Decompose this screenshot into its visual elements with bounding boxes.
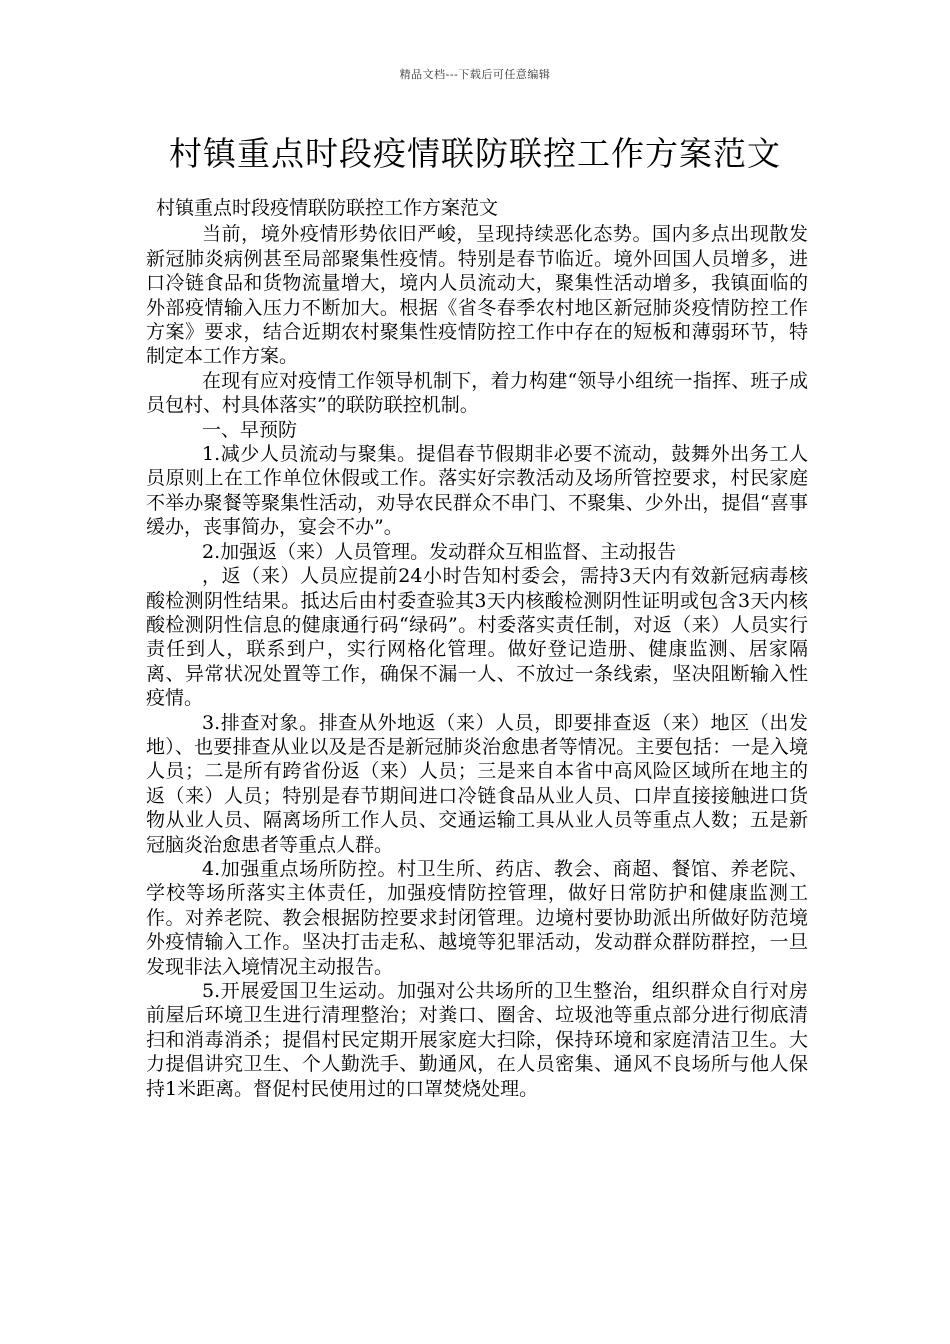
paragraph-mechanism: 在现有应对疫情工作领导机制下，着力构建“领导小组统一指挥、班子成员包村、村具体落实”的联防联控机制。 xyxy=(146,369,808,417)
header-note: 精品文档---下载后可任意编辑 xyxy=(399,68,551,81)
paragraph-item-4: 4.加强重点场所防控。村卫生所、药店、教会、商超、餐馆、养老院、学校等场所落实主体责任，加强疫情防控管理，做好日常防护和健康监测工作。对养老院、教会根据防控要求封闭管理。边境村要协助派出所做好防范境外疫情输入工作。坚决打击走私、越境等犯罪活动，发动群众群防群控，一旦发现非法入境情况主动报告。 xyxy=(146,857,808,978)
paragraph-item-2-continued: ，返（来）人员应提前24小时告知村委会，需持3天内有效新冠病毒核酸检测阴性结果。抵达后由村委查验其3天内核酸检测阴性证明或包含3天内核酸检测阴性信息的健康通行码“绿码”。村委落实责任制，对返（来）人员实行责任到人，联系到户，实行网格化管理。做好登记造册、健康监测、居家隔离、异常状况处置等工作，确保不漏一人、不放过一条线索，坚决阻断输入性疫情。 xyxy=(146,565,808,710)
document-body xyxy=(146,196,808,1101)
document-title: 村镇重点时段疫情联防联控工作方案范文 xyxy=(169,134,781,173)
paragraph-intro: 当前，境外疫情形势依旧严峻，呈现持续恶化态势。国内多点出现散发新冠肺炎病例甚至局部聚集性疫情。特别是春节临近。境外回国人员增多，进口冷链食品和货物流量增大，境内人员流动大，聚集性活动增多，我镇面临的外部疫情输入压力不断加大。根据《省冬春季农村地区新冠肺炎疫情防控工作方案》要求，结合近期农村聚集性疫情防控工作中存在的短板和薄弱环节，特制定本工作方案。 xyxy=(146,223,808,368)
paragraph-item-1: 1.减少人员流动与聚集。提倡春节假期非必要不流动，鼓舞外出务工人员原则上在工作单位休假或工作。落实好宗教活动及场所管控要求，村民家庭不举办聚餐等聚集性活动，劝导农民群众不串门、不聚集、少外出，提倡“喜事缓办，丧事简办，宴会不办”。 xyxy=(146,443,808,539)
section-heading-early-prevention: 一、早预防 xyxy=(202,418,298,441)
paragraph-item-5: 5.开展爱国卫生运动。加强对公共场所的卫生整治，组织群众自行对房前屋后环境卫生进行清理整治；对粪口、圈舍、垃圾池等重点部分进行彻底清扫和消毒消杀；提倡村民定期开展家庭大扫除，保持环境和家庭清洁卫生。大力提倡讲究卫生、个人勤洗手、勤通风，在人员密集、通风不良场所与他人保持1米距离。督促村民使用过的口罩焚烧处理。 xyxy=(146,980,808,1100)
paragraph-item-3: 3.排查对象。排查从外地返（来）人员，即要排查返（来）地区（出发地）、也要排查从业以及是否是新冠肺炎治愈患者等情况。主要包括：一是入境人员；二是所有跨省份返（来）人员；三是来自本省中高风险区域所在地主的返（来）人员；特别是春节期间进口冷链食品从业人员、口岸直接接触进口货物从业人员、隔离场所工作人员、交通运输工具从业人员等重点人数；五是新冠脑炎治愈患者等重点人群。 xyxy=(146,711,808,856)
paragraph-item-2: 2.加强返（来）人员管理。发动群众互相监督、主动报告 xyxy=(202,540,677,563)
document-subtitle: 村镇重点时段疫情联防联控工作方案范文 xyxy=(156,197,499,219)
